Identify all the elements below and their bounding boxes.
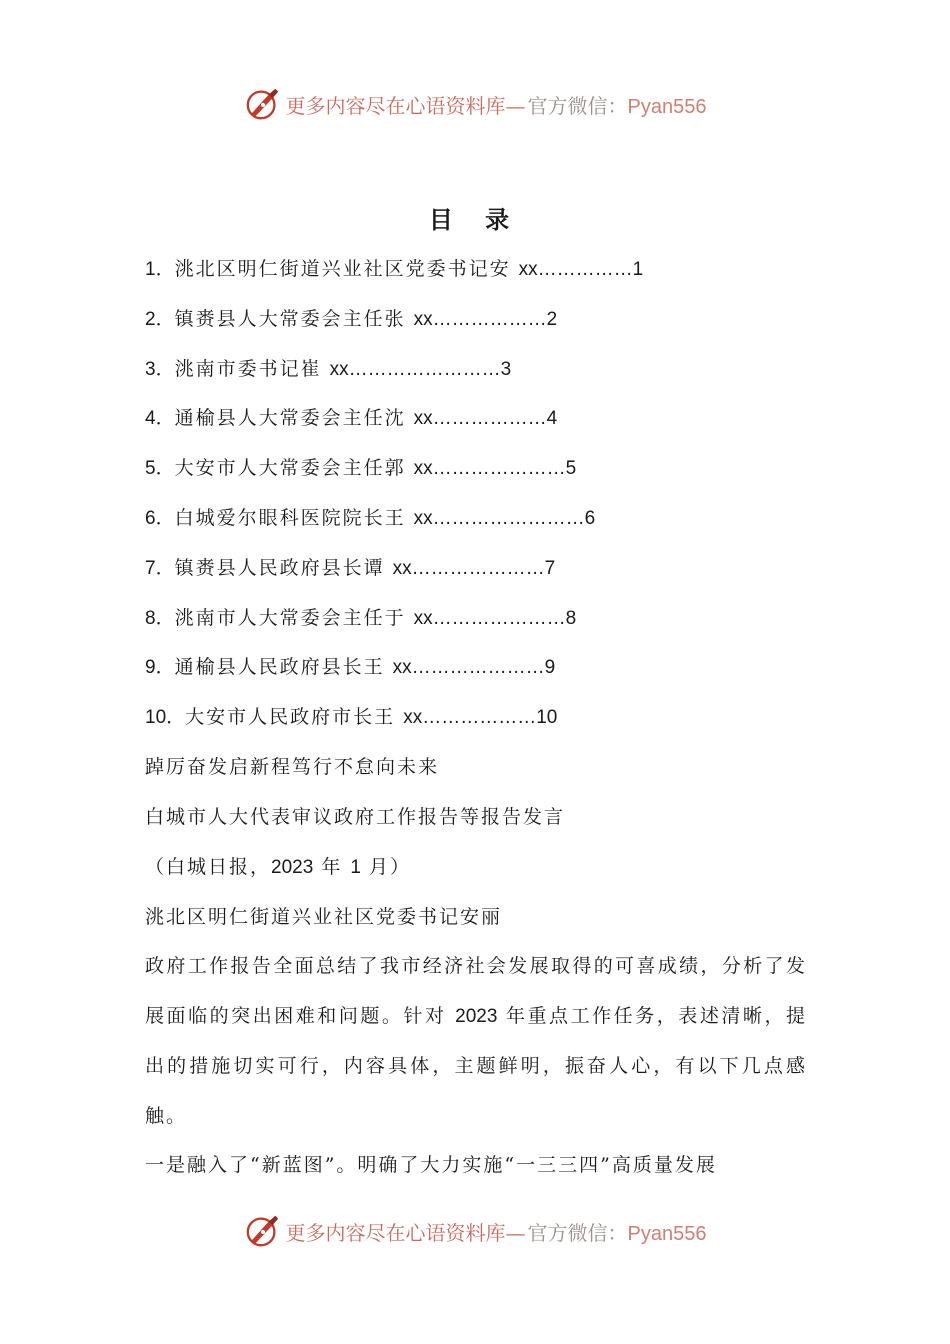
watermark-main: 更多内容尽在心语资料库 xyxy=(285,93,506,118)
toc-item-number: 5． xyxy=(145,458,175,480)
toc-item-number: 3． xyxy=(145,358,175,380)
watermark-text xyxy=(286,90,707,119)
source-mid: 年 xyxy=(313,855,351,878)
table-of-contents xyxy=(145,252,805,750)
source-open: （白城日报， xyxy=(145,855,272,878)
toc-item[interactable] xyxy=(145,451,805,501)
toc-item-number: 1． xyxy=(145,259,175,280)
paragraph-text-a: 政府工作报告全面总结了我市经济社会发展取得的可喜成绩，分析了发展面临的突出困难和问题。针对 xyxy=(145,955,807,1027)
toc-item-page: xx…………………7 xyxy=(392,557,556,579)
watermark-wechat-id: Pyan556 xyxy=(627,95,707,118)
toc-item[interactable] xyxy=(145,501,805,551)
toc-item-number: 8． xyxy=(145,607,175,629)
toc-item[interactable] xyxy=(145,401,805,451)
toc-item[interactable] xyxy=(145,551,805,601)
toc-item-number: 9． xyxy=(145,657,175,679)
toc-item-page: xx……………1 xyxy=(518,259,644,280)
toc-item[interactable] xyxy=(145,601,805,651)
toc-item-page: xx…………………5 xyxy=(413,458,577,480)
watermark-wechat-label: 官方微信： xyxy=(527,1220,628,1245)
toc-item-text: 大安市人民政府市长王 xyxy=(185,706,404,729)
article-subhead: 白城市人大代表审议政府工作报告等报告发言 xyxy=(145,805,566,828)
source-month: 1 xyxy=(350,856,361,878)
toc-item-text: 通榆县人大常委会主任沈 xyxy=(174,407,414,430)
toc-item-page: xx………………4 xyxy=(413,408,558,430)
header-watermark xyxy=(0,82,950,126)
article-headline: 踔厉奋发启新程笃行不怠向未来 xyxy=(145,756,440,778)
watermark-wechat-label: 官方微信： xyxy=(527,93,628,118)
toc-item-page: xx……………………3 xyxy=(329,358,512,380)
toc-item-text: 洮南市委书记崔 xyxy=(174,357,330,380)
toc-item-number: 6． xyxy=(145,507,175,529)
toc-item-text: 大安市人大常委会主任郭 xyxy=(174,457,414,480)
watermark-separator: — xyxy=(505,1220,526,1245)
pen-nib-logo-icon xyxy=(244,85,282,123)
toc-item[interactable] xyxy=(145,352,805,402)
toc-item-number: 4． xyxy=(145,408,175,430)
toc-item-number: 2． xyxy=(145,308,175,330)
toc-item-page: xx……………………6 xyxy=(413,507,596,529)
toc-item[interactable] xyxy=(145,700,805,750)
watermark-main: 更多内容尽在心语资料库 xyxy=(285,1220,506,1245)
watermark-wechat-id: Pyan556 xyxy=(627,1222,707,1245)
article-body xyxy=(145,750,807,1191)
toc-title: 目 录 xyxy=(428,205,522,234)
toc-item[interactable] xyxy=(145,252,805,302)
article-paragraph: 一是融入了“新蓝图”。明确了大力实施“一三三四”高质量发展 xyxy=(145,1154,717,1177)
watermark-text xyxy=(286,1217,707,1246)
article-speaker: 洮北区明仁街道兴业社区党委书记安丽 xyxy=(145,906,503,929)
article-source xyxy=(145,850,807,901)
toc-item-text: 镇赉县人民政府县长谭 xyxy=(174,556,393,579)
toc-item-text: 洮北区明仁街道兴业社区党委书记安 xyxy=(174,258,519,280)
toc-item-text: 白城爱尔眼科医院院长王 xyxy=(174,506,414,529)
toc-item[interactable] xyxy=(145,650,805,700)
source-year: 2023 xyxy=(271,856,314,878)
paragraph-year: 2023 xyxy=(455,1005,498,1027)
toc-item-page: xx…………………8 xyxy=(413,607,577,629)
toc-item-text: 镇赉县人大常委会主任张 xyxy=(174,307,414,330)
toc-item-text: 洮南市人大常委会主任于 xyxy=(174,606,414,629)
paragraph-text-b: 年重点工作任务，表述清晰，提出的措施切实可行，内容具体，主题鲜明，振奋人心，有以下几点感触。 xyxy=(145,1004,807,1127)
watermark-separator: — xyxy=(505,93,526,118)
toc-item-page: xx…………………9 xyxy=(392,657,556,679)
footer-watermark xyxy=(0,1209,950,1253)
pen-nib-logo-icon xyxy=(244,1212,282,1250)
source-close: 月） xyxy=(360,855,412,878)
toc-item[interactable] xyxy=(145,302,805,352)
toc-item-text: 通榆县人民政府县长王 xyxy=(174,656,393,679)
toc-item-number: 10． xyxy=(145,707,186,729)
article-paragraph xyxy=(145,942,807,1141)
toc-item-number: 7． xyxy=(145,557,175,579)
toc-item-page: xx………………10 xyxy=(403,707,558,729)
toc-item-page: xx………………2 xyxy=(413,308,558,330)
